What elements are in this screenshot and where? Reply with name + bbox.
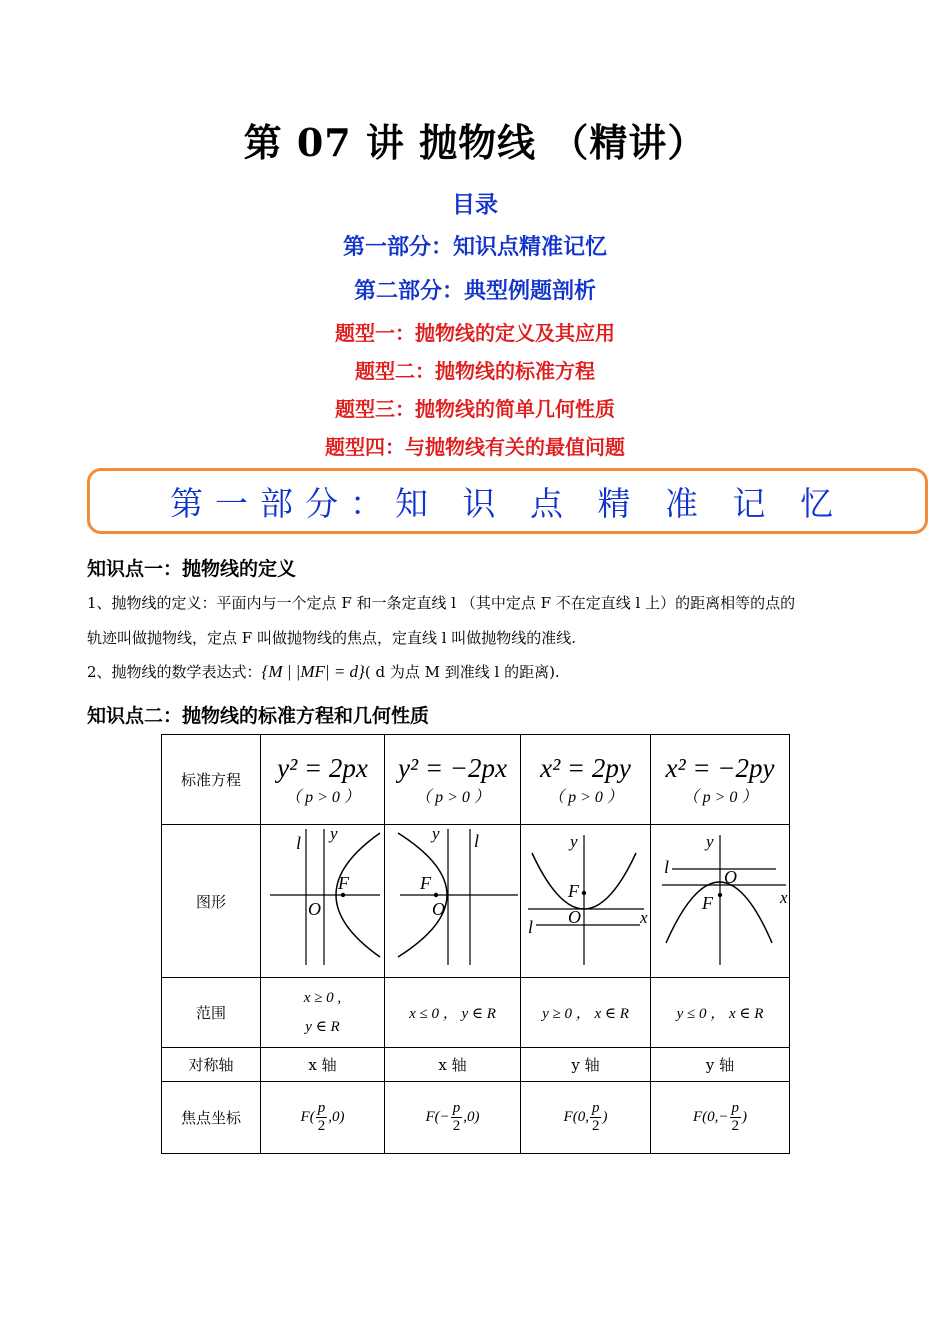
- label-y: y: [329, 825, 338, 843]
- label-O: O: [723, 867, 737, 887]
- equation-cell: [651, 735, 790, 825]
- kp1-expression: [87, 661, 560, 682]
- range-part-b: y ∈ R: [305, 1018, 340, 1035]
- toc-type1[interactable]: 题型一：抛物线的定义及其应用: [335, 321, 615, 345]
- axis-cell: y 轴: [521, 1048, 651, 1082]
- range-cell: [651, 978, 790, 1048]
- condition: （ p > 0 ）: [682, 788, 758, 806]
- kp2-heading: 知识点二：抛物线的标准方程和几何性质: [87, 705, 430, 727]
- label-x: x: [779, 888, 788, 907]
- focus-cell: F( $\frac{p}{2}$ ,0): [261, 1082, 385, 1154]
- row-label: 标准方程: [162, 735, 261, 825]
- focus-point: [340, 893, 344, 897]
- condition: （ p > 0 ）: [285, 788, 360, 806]
- row-label: 范围: [162, 978, 261, 1048]
- table-row-range: [162, 978, 790, 1048]
- range-cell: [385, 978, 521, 1048]
- graph-cell: [261, 825, 385, 978]
- toc-type3[interactable]: 题型三：抛物线的简单几何性质: [335, 397, 615, 421]
- equation: y² = 2px: [277, 752, 368, 783]
- fraction: $\frac{p}{2}$: [731, 1100, 740, 1134]
- label-y: y: [705, 832, 714, 851]
- row-label: 焦点坐标: [162, 1082, 261, 1154]
- toc-part1[interactable]: 第一部分：知识点精准记忆: [342, 235, 607, 260]
- graph-up-opening: [522, 825, 650, 973]
- equation: x² = −2py: [665, 752, 775, 783]
- fraction: $\frac{p}{2}$: [591, 1100, 600, 1134]
- table-row-focus: [162, 1082, 790, 1154]
- graph-down-opening: [652, 825, 789, 973]
- graph-left-opening: [386, 825, 520, 973]
- table-row-axis: [162, 1048, 790, 1082]
- label-x: x: [639, 908, 648, 927]
- focus-cell: F(0, $\frac{p}{2}$ ): [521, 1082, 651, 1154]
- parabola-curve: [666, 882, 772, 943]
- label-F: F: [337, 873, 349, 893]
- range-cell: [261, 978, 385, 1048]
- label-l: l: [295, 833, 301, 853]
- table-row-graph: [162, 825, 790, 978]
- label-y: y: [569, 832, 578, 851]
- label-y: y: [431, 825, 440, 843]
- range-part-a: x ≥ 0 ,: [303, 989, 342, 1006]
- axis-cell: x 轴: [261, 1048, 385, 1082]
- focus-cell: F(− $\frac{p}{2}$ ,0): [385, 1082, 521, 1154]
- label-l: l: [473, 831, 479, 851]
- fraction: $\frac{p}{2}$: [452, 1100, 461, 1134]
- graph-cell: [385, 825, 521, 978]
- graph-cell: [651, 825, 790, 978]
- equation: y² = −2px: [397, 752, 507, 783]
- row-label: 图形: [162, 825, 261, 978]
- graph-cell: [521, 825, 651, 978]
- label-O: O: [567, 907, 581, 927]
- focus-point: [717, 893, 721, 897]
- range-cell: [521, 978, 651, 1048]
- equation-cell: [521, 735, 651, 825]
- expression-suffix: ( d 为点 M 到准线 l 的距离).: [364, 663, 560, 681]
- graph-right-opening: [262, 825, 384, 973]
- toc-part2[interactable]: 第二部分：典型例题剖析: [353, 279, 596, 304]
- label-O: O: [307, 899, 321, 919]
- toc-type2[interactable]: 题型二：抛物线的标准方程: [355, 359, 595, 383]
- toc-heading: 目录: [452, 192, 498, 218]
- focus-point: [581, 891, 585, 895]
- label-F: F: [567, 881, 579, 901]
- axis-cell: y 轴: [651, 1048, 790, 1082]
- table-row-equation: [162, 735, 790, 825]
- range-part-b: y ∈ R: [461, 1006, 496, 1022]
- expression-formula: {M | |MF| = d}: [261, 662, 365, 681]
- equation-cell: [385, 735, 521, 825]
- condition: （ p > 0 ）: [548, 788, 623, 806]
- page-title: 第 07 讲 抛物线 （精讲）: [243, 120, 707, 165]
- axis-cell: x 轴: [385, 1048, 521, 1082]
- equation-cell: [261, 735, 385, 825]
- kp1-heading: 知识点一：抛物线的定义: [87, 558, 297, 580]
- label-F: F: [419, 873, 431, 893]
- section-banner: 第一部分：知 识 点 精 准 记 忆: [87, 468, 928, 534]
- range-part-b: x ∈ R: [594, 1006, 629, 1022]
- focus-point: [433, 893, 437, 897]
- label-l: l: [527, 917, 533, 937]
- equation: x² = 2py: [540, 752, 631, 783]
- range-part-a: y ≤ 0 ，: [676, 1006, 726, 1022]
- row-label: 对称轴: [162, 1048, 261, 1082]
- parabola-properties-table: [161, 734, 790, 1154]
- condition: （ p > 0 ）: [415, 788, 490, 806]
- label-O: O: [431, 899, 445, 919]
- fraction: $\frac{p}{2}$: [317, 1100, 326, 1134]
- label-F: F: [701, 893, 713, 913]
- range-part-a: x ≤ 0 ，: [409, 1006, 458, 1022]
- kp1-definition-line2: 轨迹叫做抛物线，定点 F 叫做抛物线的焦点，定直线 l 叫做抛物线的准线.: [87, 629, 577, 647]
- range-part-b: x ∈ R: [728, 1006, 764, 1022]
- label-l: l: [663, 857, 669, 877]
- kp1-definition-line1: 1、抛物线的定义：平面内与一个定点 F 和一条定直线 l （其中定点 F 不在定直线 l 上）的距离相等的点的: [87, 594, 796, 612]
- toc-type4[interactable]: 题型四：与抛物线有关的最值问题: [325, 435, 625, 459]
- focus-cell: F(0,− $\frac{p}{2}$ ): [651, 1082, 790, 1154]
- expression-prefix: 2、抛物线的数学表达式：: [87, 663, 262, 681]
- range-part-a: y ≥ 0 ，: [542, 1006, 591, 1022]
